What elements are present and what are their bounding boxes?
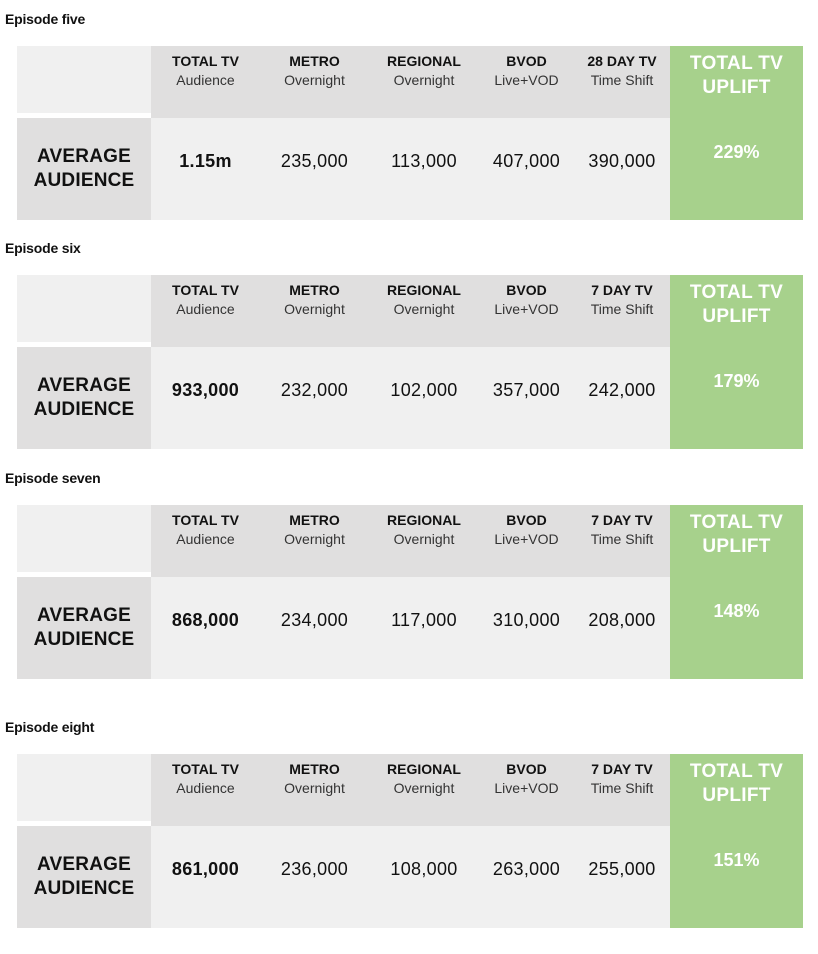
audience-table xyxy=(17,505,803,679)
column-title: REGIONAL xyxy=(387,282,461,298)
table-corner xyxy=(17,275,151,342)
column-title: BVOD xyxy=(506,282,547,298)
column-title: METRO xyxy=(289,761,340,777)
uplift-header: TOTAL TV UPLIFT xyxy=(689,53,784,98)
column-subtitle: Time Shift xyxy=(590,72,654,88)
column-title: METRO xyxy=(289,512,340,528)
value-total-tv: 1.15m xyxy=(179,150,232,171)
column-subtitle: Audience xyxy=(176,72,235,88)
column-subtitle: Live+VOD xyxy=(494,780,559,796)
value-bvod: 263,000 xyxy=(492,858,561,879)
episode-title: Episode five xyxy=(5,11,86,27)
uplift-header: TOTAL TV UPLIFT xyxy=(689,282,784,327)
audience-table xyxy=(17,275,803,449)
column-title: REGIONAL xyxy=(387,761,461,777)
column-header-regional xyxy=(369,760,479,798)
column-title: BVOD xyxy=(506,761,547,777)
value-total-tv: 933,000 xyxy=(171,379,240,400)
uplift-header: TOTAL TV UPLIFT xyxy=(689,512,784,557)
column-title: METRO xyxy=(289,282,340,298)
column-subtitle: Time Shift xyxy=(590,780,654,796)
value-time-shift: 255,000 xyxy=(588,858,656,879)
value-time-shift: 242,000 xyxy=(588,379,656,400)
column-header-metro xyxy=(260,281,369,319)
column-subtitle: Overnight xyxy=(393,531,455,547)
column-subtitle: Time Shift xyxy=(590,301,654,317)
value-bvod: 310,000 xyxy=(492,609,561,630)
column-title: BVOD xyxy=(506,512,547,528)
column-subtitle: Overnight xyxy=(393,780,455,796)
row-label: AVERAGE AUDIENCE xyxy=(17,826,151,928)
uplift-value: 151% xyxy=(713,850,760,870)
column-subtitle: Overnight xyxy=(393,301,455,317)
value-regional: 108,000 xyxy=(390,858,458,879)
column-header-metro xyxy=(260,760,369,798)
uplift-value: 229% xyxy=(713,142,760,162)
value-metro: 232,000 xyxy=(280,379,349,400)
value-regional: 113,000 xyxy=(391,150,457,171)
value-bvod: 357,000 xyxy=(492,379,561,400)
column-title: 7 DAY TV xyxy=(591,761,653,777)
column-header-time-shift xyxy=(574,760,670,798)
column-header-metro xyxy=(260,52,369,90)
column-header-total-tv xyxy=(151,281,260,319)
column-title: REGIONAL xyxy=(387,53,461,69)
column-title: 28 DAY TV xyxy=(587,53,657,69)
column-title: METRO xyxy=(289,53,340,69)
value-total-tv: 861,000 xyxy=(171,858,240,879)
column-subtitle: Live+VOD xyxy=(494,301,559,317)
value-time-shift: 390,000 xyxy=(588,150,656,171)
audience-table xyxy=(17,754,803,928)
row-label: AVERAGE AUDIENCE xyxy=(17,118,151,220)
column-header-metro xyxy=(260,511,369,549)
value-regional: 117,000 xyxy=(391,609,457,630)
episode-title: Episode eight xyxy=(5,719,95,735)
column-header-regional xyxy=(369,52,479,90)
table-corner xyxy=(17,46,151,113)
column-header-time-shift xyxy=(574,281,670,319)
value-time-shift: 208,000 xyxy=(588,609,656,630)
value-total-tv: 868,000 xyxy=(171,609,240,630)
value-metro: 234,000 xyxy=(280,609,349,630)
column-header-bvod xyxy=(479,281,574,319)
column-header-time-shift xyxy=(574,52,670,90)
value-regional: 102,000 xyxy=(390,379,458,400)
column-subtitle: Overnight xyxy=(284,301,345,317)
uplift-header: TOTAL TV UPLIFT xyxy=(689,761,784,806)
column-title: TOTAL TV xyxy=(172,53,239,69)
column-header-total-tv xyxy=(151,511,260,549)
column-title: TOTAL TV xyxy=(172,282,239,298)
column-subtitle: Time Shift xyxy=(590,531,654,547)
column-title: TOTAL TV xyxy=(172,512,239,528)
column-header-bvod xyxy=(479,52,574,90)
row-label: AVERAGE AUDIENCE xyxy=(17,577,151,679)
column-subtitle: Overnight xyxy=(284,780,345,796)
audience-table xyxy=(17,46,803,220)
uplift-value: 179% xyxy=(713,371,760,391)
column-title: REGIONAL xyxy=(387,512,461,528)
uplift-value: 148% xyxy=(713,601,760,621)
row-label: AVERAGE AUDIENCE xyxy=(17,347,151,449)
value-metro: 235,000 xyxy=(280,150,349,171)
column-subtitle: Live+VOD xyxy=(494,531,559,547)
column-title: BVOD xyxy=(506,53,547,69)
episode-title: Episode seven xyxy=(5,470,101,486)
column-subtitle: Overnight xyxy=(393,72,455,88)
column-header-regional xyxy=(369,281,479,319)
value-bvod: 407,000 xyxy=(492,150,561,171)
column-header-bvod xyxy=(479,511,574,549)
episode-title: Episode six xyxy=(5,240,81,256)
column-header-time-shift xyxy=(574,511,670,549)
column-title: TOTAL TV xyxy=(172,761,239,777)
table-corner xyxy=(17,505,151,572)
value-metro: 236,000 xyxy=(280,858,349,879)
column-subtitle: Live+VOD xyxy=(494,72,559,88)
column-subtitle: Audience xyxy=(176,531,235,547)
column-title: 7 DAY TV xyxy=(591,282,653,298)
column-subtitle: Overnight xyxy=(284,531,345,547)
column-header-total-tv xyxy=(151,760,260,798)
column-subtitle: Overnight xyxy=(284,72,345,88)
column-title: 7 DAY TV xyxy=(591,512,653,528)
column-header-regional xyxy=(369,511,479,549)
column-header-total-tv xyxy=(151,52,260,90)
column-header-bvod xyxy=(479,760,574,798)
column-subtitle: Audience xyxy=(176,301,235,317)
table-corner xyxy=(17,754,151,821)
column-subtitle: Audience xyxy=(176,780,235,796)
